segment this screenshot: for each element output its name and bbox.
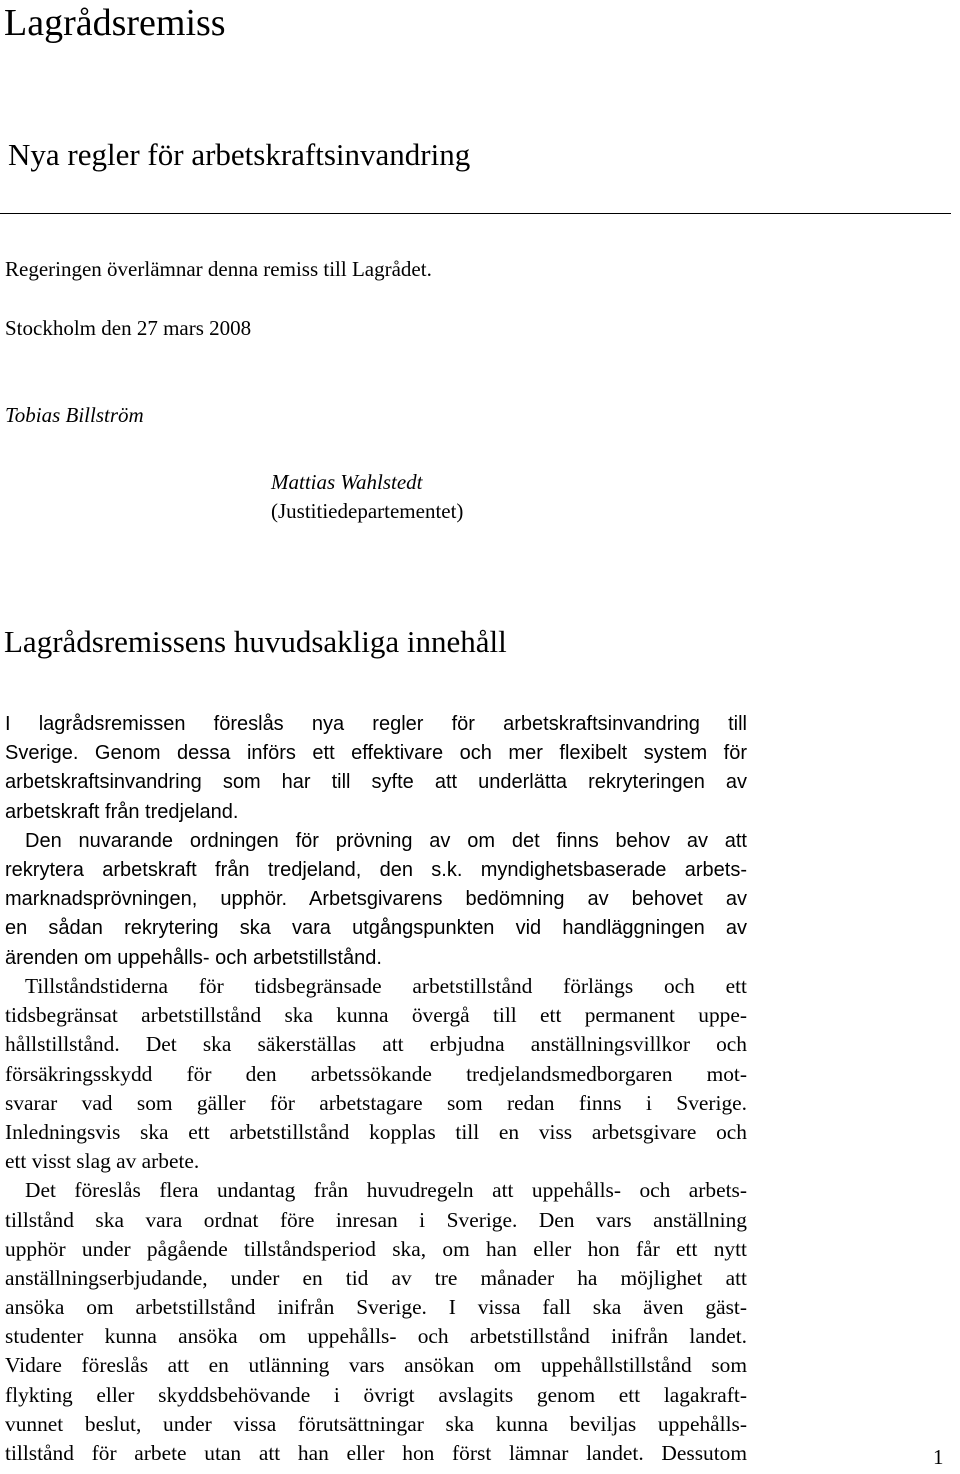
text-line: Vidare föreslås att en utlänning vars ansökan om uppehållstillstånd som — [5, 1353, 747, 1378]
place-and-date: Stockholm den 27 mars 2008 — [5, 316, 252, 340]
text-line: ansöka om arbetstillstånd inifrån Sverige. I vissa fall ska även gäst- — [5, 1295, 747, 1320]
text-line: flykting eller skyddsbehövande i övrigt avslagits genom ett lagakraft- — [5, 1382, 747, 1407]
text-line: ett visst slag av arbete. — [5, 1149, 200, 1174]
summary-paragraphs-sans — [5, 710, 747, 973]
text-line: anställningserbjudande, under en tid av tre månader ha möjlighet att — [5, 1265, 747, 1290]
document-subtitle: Nya regler för arbetskraftsinvandring — [8, 137, 471, 172]
text-line: arbetskraft från tredjeland. — [5, 800, 239, 823]
text-line: upphör under pågående tillståndsperiod ska, om han eller hon får ett nytt — [5, 1236, 747, 1261]
text-line: Tillståndstiderna för tidsbegränsade arbetstillstånd förlängs och ett — [25, 974, 747, 998]
text-line: Det föreslås flera undantag från huvudregeln att uppehålls- och arbets- — [25, 1178, 747, 1203]
text-line: arbetskraftsinvandring som har till syfte att underlätta rekryteringen av — [5, 771, 747, 794]
text-line: tillstånd för arbete utan att han eller hon först lämnar landet. Dessutom — [5, 1441, 747, 1465]
text-line: hållstillstånd. Det ska säkerställas att erbjudna anställningsvillkor och — [5, 1032, 747, 1057]
text-line: en sådan rekrytering ska vara utgångspunkten vid handläggningen av — [5, 917, 747, 940]
text-line: vunnet beslut, under vissa förutsättningar ska kunna beviljas uppehålls- — [5, 1411, 747, 1436]
official-name: Mattias Wahlstedt — [271, 470, 423, 494]
text-line: Den nuvarande ordningen för prövning av om det finns behov av att — [25, 829, 747, 852]
section-heading: Lagrådsremissens huvudsakliga innehåll — [4, 624, 507, 659]
text-line: tillstånd ska vara ordnat före inresan i Sverige. Den vars anställning — [5, 1207, 747, 1232]
text-line: försäkringsskydd för den arbetssökande tredjelandsmedborgaren mot- — [5, 1061, 747, 1086]
text-line: tidsbegränsat arbetstillstånd ska kunna övergå till ett permanent uppe- — [5, 1003, 747, 1028]
text-line: marknadsprövningen, upphör. Arbetsgivarens bedömning av behovet av — [5, 888, 747, 911]
summary-paragraphs-serif — [5, 972, 747, 1468]
minister-signature: Tobias Billström — [5, 403, 144, 427]
page-number: 1 — [933, 1445, 944, 1469]
document-title: Lagrådsremiss — [4, 2, 226, 44]
text-line: Inledningsvis ska ett arbetstillstånd kopplas till en viss arbetsgivare och — [5, 1119, 747, 1144]
department-name: (Justitiedepartementet) — [271, 499, 464, 523]
text-line: studenter kunna ansöka om uppehålls- och arbetstillstånd inifrån landet. — [5, 1324, 747, 1349]
text-line: rekrytera arbetskraft från tredjeland, den s.k. myndighetsbaserade arbets- — [5, 858, 747, 881]
text-line: svarar vad som gäller för arbetstagare som redan finns i Sverige. — [5, 1090, 747, 1115]
horizontal-rule — [0, 213, 951, 214]
text-line: I lagrådsremissen föreslås nya regler för arbetskraftsinvandring till — [5, 713, 747, 735]
submission-statement: Regeringen överlämnar denna remiss till Lagrådet. — [5, 257, 432, 281]
text-line: ärenden om uppehålls- och arbetstillstånd. — [5, 946, 382, 969]
text-line: Sverige. Genom dessa införs ett effektivare och mer flexibelt system för — [5, 742, 747, 765]
